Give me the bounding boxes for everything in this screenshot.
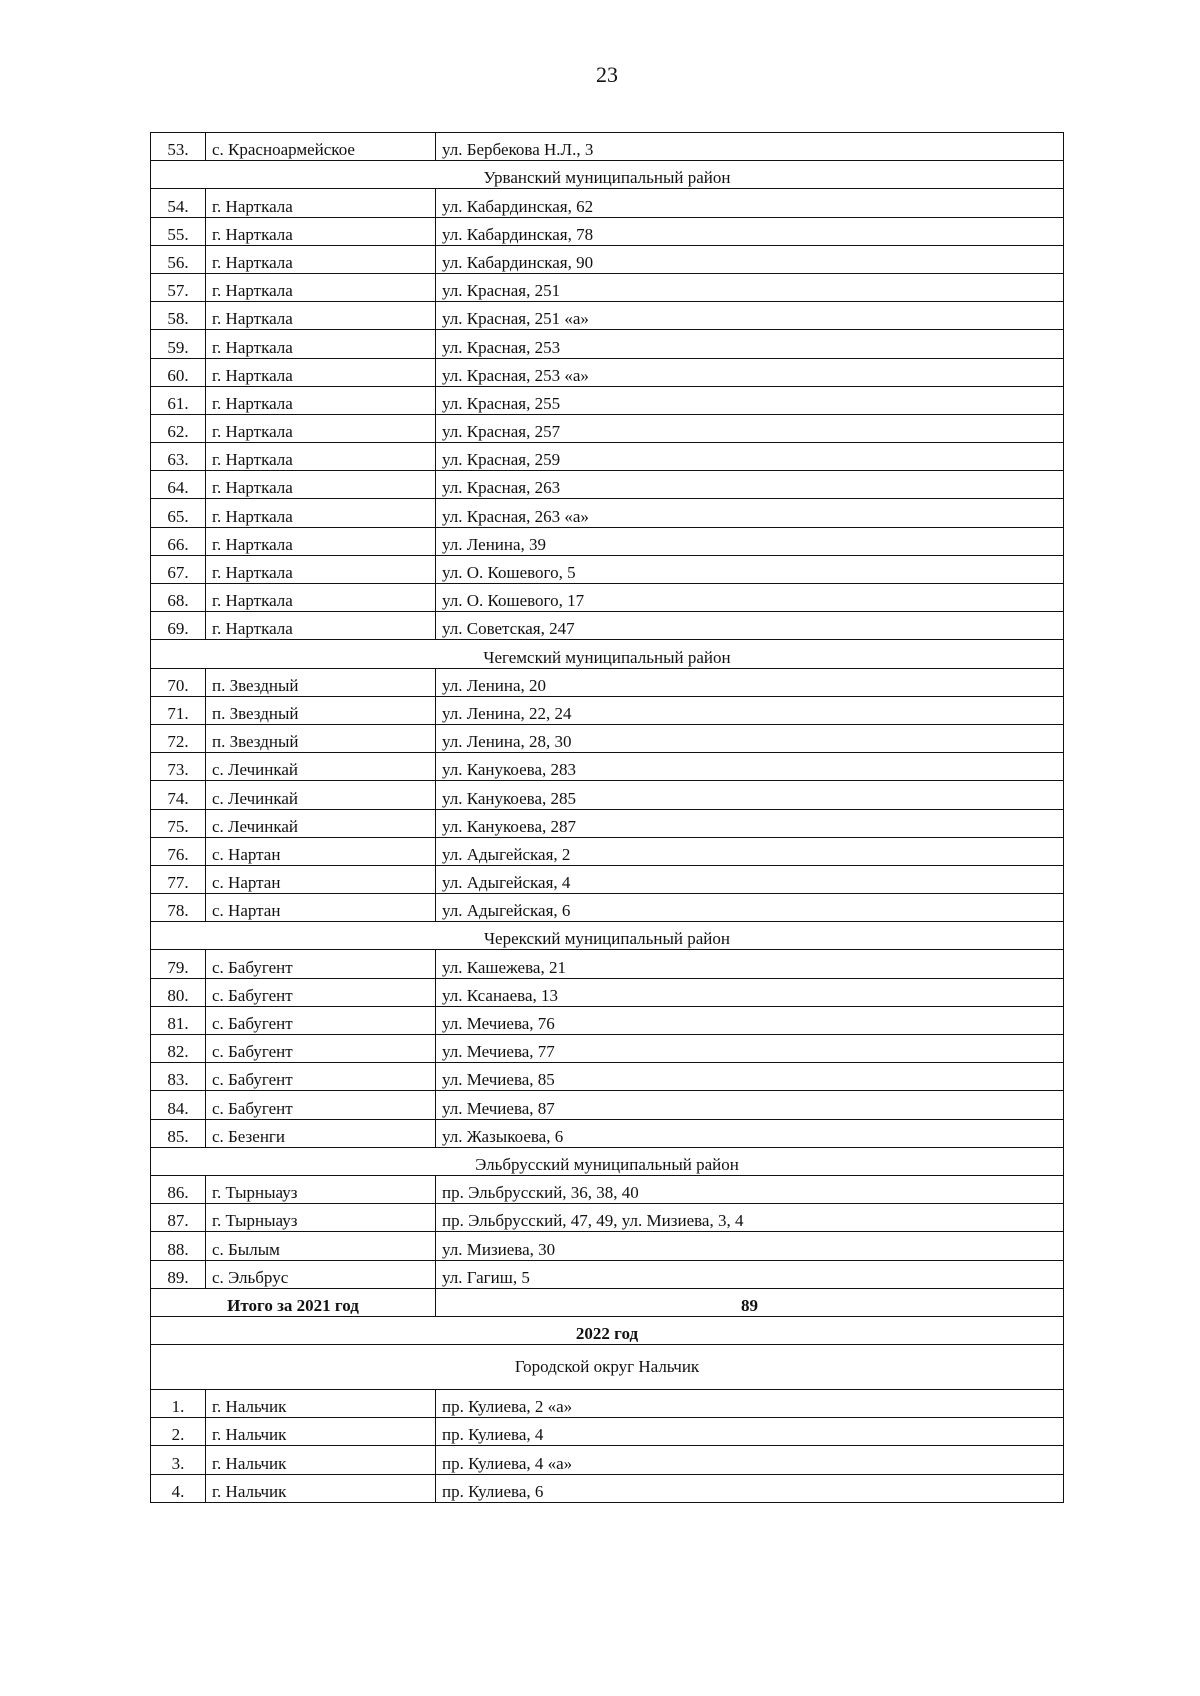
row-number: 80. (151, 978, 206, 1006)
locality-cell: г. Нарткала (206, 189, 436, 217)
table-row (151, 584, 1064, 612)
table-row (151, 668, 1064, 696)
table-row (151, 894, 1064, 922)
row-number: 4. (151, 1474, 206, 1502)
locality-cell: с. Нартан (206, 865, 436, 893)
total-row (151, 1288, 1064, 1316)
table-row (151, 189, 1064, 217)
address-cell: пр. Кулиева, 4 «а» (436, 1446, 1064, 1474)
district-header-row (151, 1345, 1064, 1390)
row-number: 67. (151, 555, 206, 583)
address-cell: ул. Адыгейская, 6 (436, 894, 1064, 922)
locality-cell: с. Бабугент (206, 1063, 436, 1091)
table-row (151, 1232, 1064, 1260)
table-row (151, 330, 1064, 358)
row-number: 57. (151, 273, 206, 301)
address-cell: ул. Мизиева, 30 (436, 1232, 1064, 1260)
row-number: 73. (151, 753, 206, 781)
row-number: 65. (151, 499, 206, 527)
table-row (151, 865, 1064, 893)
table-row (151, 724, 1064, 752)
row-number: 63. (151, 443, 206, 471)
locality-cell: г. Нарткала (206, 499, 436, 527)
row-number: 64. (151, 471, 206, 499)
table-row (151, 414, 1064, 442)
address-cell: ул. Мечиева, 87 (436, 1091, 1064, 1119)
row-number: 78. (151, 894, 206, 922)
table-row (151, 527, 1064, 555)
row-number: 89. (151, 1260, 206, 1288)
table-row (151, 499, 1064, 527)
locality-cell: г. Нарткала (206, 527, 436, 555)
locality-cell: г. Нарткала (206, 555, 436, 583)
address-cell: ул. Красная, 263 (436, 471, 1064, 499)
table-row (151, 133, 1064, 161)
page-number: 23 (596, 62, 618, 87)
table-row (151, 302, 1064, 330)
row-number: 79. (151, 950, 206, 978)
address-cell: ул. Мечиева, 77 (436, 1035, 1064, 1063)
table-row (151, 1063, 1064, 1091)
address-cell: ул. Красная, 251 (436, 273, 1064, 301)
address-cell: ул. О. Кошевого, 5 (436, 555, 1064, 583)
address-cell: пр. Кулиева, 2 «а» (436, 1390, 1064, 1418)
locality-cell: с. Лечинкай (206, 809, 436, 837)
table-row (151, 1474, 1064, 1502)
year-header-row (151, 1316, 1064, 1344)
locality-cell: г. Нарткала (206, 471, 436, 499)
locality-cell: г. Нальчик (206, 1474, 436, 1502)
district-label: Черекский муниципальный район (151, 922, 1064, 950)
table-row (151, 1035, 1064, 1063)
district-label: Чегемский муниципальный район (151, 640, 1064, 668)
row-number: 1. (151, 1390, 206, 1418)
district-header-row (151, 161, 1064, 189)
row-number: 62. (151, 414, 206, 442)
address-cell: ул. Кашежева, 21 (436, 950, 1064, 978)
address-cell: пр. Эльбрусский, 36, 38, 40 (436, 1175, 1064, 1203)
locality-cell: с. Бабугент (206, 950, 436, 978)
table-row (151, 781, 1064, 809)
row-number: 74. (151, 781, 206, 809)
address-cell: ул. Советская, 247 (436, 612, 1064, 640)
address-cell: ул. О. Кошевого, 17 (436, 584, 1064, 612)
locality-cell: г. Нарткала (206, 386, 436, 414)
table-row (151, 245, 1064, 273)
row-number: 69. (151, 612, 206, 640)
locality-cell: г. Тырныауз (206, 1204, 436, 1232)
table-row (151, 273, 1064, 301)
row-number: 59. (151, 330, 206, 358)
table-row (151, 1260, 1064, 1288)
locality-cell: г. Нальчик (206, 1390, 436, 1418)
row-number: 83. (151, 1063, 206, 1091)
row-number: 54. (151, 189, 206, 217)
address-cell: ул. Мечиева, 76 (436, 1006, 1064, 1034)
row-number: 53. (151, 133, 206, 161)
address-cell: ул. Канукоева, 285 (436, 781, 1064, 809)
address-cell: ул. Ленина, 22, 24 (436, 696, 1064, 724)
total-label: Итого за 2021 год (151, 1288, 436, 1316)
address-cell: ул. Канукоева, 287 (436, 809, 1064, 837)
address-cell: ул. Адыгейская, 2 (436, 837, 1064, 865)
address-cell: ул. Красная, 253 (436, 330, 1064, 358)
locality-cell: с. Бабугент (206, 1006, 436, 1034)
table-row (151, 612, 1064, 640)
row-number: 82. (151, 1035, 206, 1063)
row-number: 85. (151, 1119, 206, 1147)
table-row (151, 1418, 1064, 1446)
row-number: 77. (151, 865, 206, 893)
row-number: 81. (151, 1006, 206, 1034)
locality-cell: с. Нартан (206, 837, 436, 865)
address-cell: ул. Кабардинская, 62 (436, 189, 1064, 217)
locality-cell: г. Нарткала (206, 358, 436, 386)
table-row (151, 1091, 1064, 1119)
locality-cell: с. Бабугент (206, 1035, 436, 1063)
address-cell: ул. Красная, 255 (436, 386, 1064, 414)
locality-cell: г. Тырныауз (206, 1175, 436, 1203)
locality-cell: г. Нарткала (206, 302, 436, 330)
address-cell: ул. Мечиева, 85 (436, 1063, 1064, 1091)
address-cell: пр. Эльбрусский, 47, 49, ул. Мизиева, 3, 4 (436, 1204, 1064, 1232)
address-cell: ул. Ленина, 20 (436, 668, 1064, 696)
row-number: 76. (151, 837, 206, 865)
address-cell: ул. Ксанаева, 13 (436, 978, 1064, 1006)
table-row (151, 809, 1064, 837)
locality-cell: с. Эльбрус (206, 1260, 436, 1288)
address-cell: ул. Канукоева, 283 (436, 753, 1064, 781)
address-cell: ул. Кабардинская, 90 (436, 245, 1064, 273)
address-cell: пр. Кулиева, 6 (436, 1474, 1064, 1502)
locality-cell: с. Красноармейское (206, 133, 436, 161)
address-cell: ул. Красная, 251 «а» (436, 302, 1064, 330)
row-number: 84. (151, 1091, 206, 1119)
row-number: 61. (151, 386, 206, 414)
row-number: 70. (151, 668, 206, 696)
row-number: 66. (151, 527, 206, 555)
address-cell: ул. Красная, 257 (436, 414, 1064, 442)
row-number: 60. (151, 358, 206, 386)
row-number: 72. (151, 724, 206, 752)
table-row (151, 978, 1064, 1006)
address-cell: ул. Ленина, 28, 30 (436, 724, 1064, 752)
address-cell: ул. Кабардинская, 78 (436, 217, 1064, 245)
address-cell: ул. Красная, 259 (436, 443, 1064, 471)
locality-cell: с. Лечинкай (206, 753, 436, 781)
table-row (151, 1446, 1064, 1474)
row-number: 86. (151, 1175, 206, 1203)
row-number: 88. (151, 1232, 206, 1260)
table-row (151, 443, 1064, 471)
table-row (151, 358, 1064, 386)
locality-cell: п. Звездный (206, 668, 436, 696)
table-row (151, 1390, 1064, 1418)
district-label: Городской округ Нальчик (151, 1345, 1064, 1390)
locality-cell: с. Безенги (206, 1119, 436, 1147)
locality-cell: г. Нарткала (206, 245, 436, 273)
locality-cell: г. Нарткала (206, 273, 436, 301)
table-row (151, 471, 1064, 499)
address-table-body (151, 133, 1064, 1503)
table-row (151, 950, 1064, 978)
district-header-row (151, 922, 1064, 950)
row-number: 56. (151, 245, 206, 273)
locality-cell: г. Нарткала (206, 414, 436, 442)
table-row (151, 217, 1064, 245)
year-header: 2022 год (151, 1316, 1064, 1344)
district-label: Эльбрусский муниципальный район (151, 1147, 1064, 1175)
locality-cell: г. Нарткала (206, 584, 436, 612)
locality-cell: г. Нарткала (206, 612, 436, 640)
table-row (151, 386, 1064, 414)
row-number: 68. (151, 584, 206, 612)
district-header-row (151, 640, 1064, 668)
address-table (150, 132, 1064, 1503)
address-cell: ул. Красная, 263 «а» (436, 499, 1064, 527)
table-row (151, 696, 1064, 724)
table-row (151, 753, 1064, 781)
row-number: 2. (151, 1418, 206, 1446)
table-row (151, 1119, 1064, 1147)
locality-cell: г. Нарткала (206, 330, 436, 358)
row-number: 3. (151, 1446, 206, 1474)
address-cell: пр. Кулиева, 4 (436, 1418, 1064, 1446)
row-number: 87. (151, 1204, 206, 1232)
table-row (151, 1204, 1064, 1232)
row-number: 75. (151, 809, 206, 837)
locality-cell: п. Звездный (206, 724, 436, 752)
locality-cell: г. Нарткала (206, 443, 436, 471)
locality-cell: с. Лечинкай (206, 781, 436, 809)
table-row (151, 1175, 1064, 1203)
address-cell: ул. Жазыкоева, 6 (436, 1119, 1064, 1147)
row-number: 71. (151, 696, 206, 724)
address-cell: ул. Ленина, 39 (436, 527, 1064, 555)
locality-cell: с. Бабугент (206, 978, 436, 1006)
district-label: Урванский муниципальный район (151, 161, 1064, 189)
locality-cell: п. Звездный (206, 696, 436, 724)
address-cell: ул. Гагиш, 5 (436, 1260, 1064, 1288)
locality-cell: г. Нальчик (206, 1418, 436, 1446)
total-value: 89 (436, 1288, 1064, 1316)
locality-cell: с. Бабугент (206, 1091, 436, 1119)
locality-cell: г. Нальчик (206, 1446, 436, 1474)
locality-cell: с. Былым (206, 1232, 436, 1260)
address-cell: ул. Красная, 253 «а» (436, 358, 1064, 386)
address-cell: ул. Адыгейская, 4 (436, 865, 1064, 893)
row-number: 58. (151, 302, 206, 330)
locality-cell: с. Нартан (206, 894, 436, 922)
locality-cell: г. Нарткала (206, 217, 436, 245)
table-row (151, 555, 1064, 583)
table-row (151, 1006, 1064, 1034)
address-cell: ул. Бербекова Н.Л., 3 (436, 133, 1064, 161)
row-number: 55. (151, 217, 206, 245)
table-row (151, 837, 1064, 865)
district-header-row (151, 1147, 1064, 1175)
